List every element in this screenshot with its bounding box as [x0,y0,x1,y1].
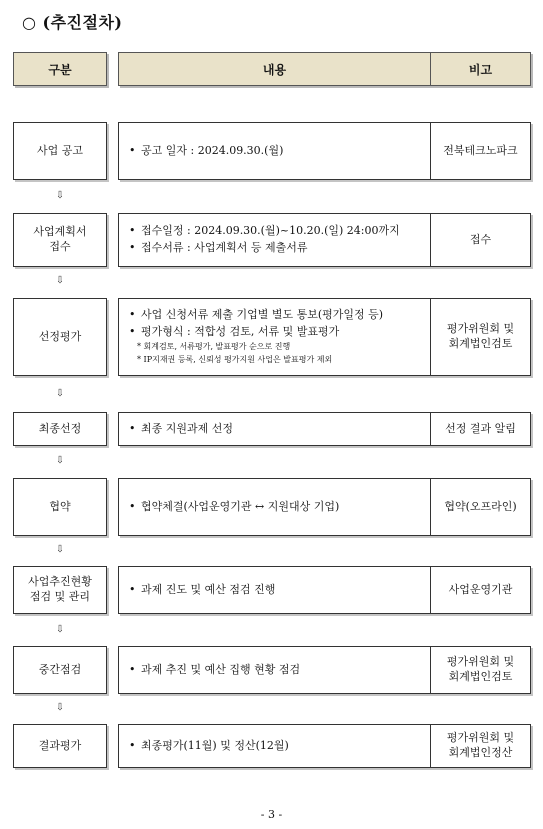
bullet-item [129,663,300,678]
note-label: 접수 [469,232,492,246]
note-box [430,478,531,536]
bullet-dot-icon: • [129,325,136,339]
bullet-text: 과제 진도 및 예산 점검 진행 [141,582,276,596]
bullet-text: 협약체결(사업운영기관 ↔ 지원대상 기업) [141,499,340,513]
bullet-dot-icon: • [129,738,136,752]
bullet-text: 사업 신청서류 제출 기업별 별도 통보(평가일정 등) [141,308,384,322]
bullet-text: 최종평가(11월) 및 정산(12월) [141,738,289,752]
content-box [118,298,431,376]
note-label: 전북테크노파크 [443,143,518,157]
step-box [13,646,107,694]
step-box [13,412,107,446]
content-box [118,478,431,536]
bullet-item [129,500,339,515]
note-box [430,646,531,694]
down-arrow-icon: ⇩ [55,275,65,286]
step-box [13,122,107,180]
note-box [430,122,531,180]
note-label: 사업운영기관 [448,582,513,596]
step-label: 최종선정 [38,421,82,435]
header-content: 내용 [118,52,431,86]
bullet-dot-icon: • [129,143,136,157]
step-label: 중간점검 [38,662,82,676]
note-label: 선정 결과 알림 [445,421,516,435]
bullet-text: 접수서류 : 사업계획서 등 제출서류 [141,241,308,254]
content-box [118,213,431,267]
down-arrow-icon: ⇩ [55,544,65,555]
bullet-item [129,422,233,437]
note-label: 평가위원회 및 회계법인검토 [446,322,515,350]
note-box [430,298,531,376]
note-label: 평가위원회 및 회계법인검토 [446,655,515,683]
note-box [430,566,531,614]
bullet-dot-icon: • [129,421,136,435]
down-arrow-icon: ⇩ [55,388,65,399]
bullet-dot-icon: • [129,308,136,322]
header-note: 비고 [430,52,531,86]
sub-note: * IP지재권 등록, 신뢰성 평가지원 사업은 발표평가 제외 [137,354,333,364]
down-arrow-icon: ⇩ [55,190,65,201]
note-box [430,213,531,267]
content-box [118,724,431,768]
bullet-item [129,224,400,239]
step-box [13,566,107,614]
content-box [118,412,431,446]
note-box [430,412,531,446]
step-label: 선정평가 [38,329,82,343]
step-label: 결과평가 [38,738,82,752]
header-category: 구분 [13,52,107,86]
bullet-item [129,308,383,323]
bullet-item [129,241,400,256]
step-label: 사업 공고 [36,143,83,157]
note-label: 협약(오프라인) [444,499,517,513]
step-label: 사업추진현황 점검 및 관리 [28,575,92,603]
bullet-text: 최종 지원과제 선정 [141,421,234,435]
bullet-item [129,325,383,340]
bullet-text: 과제 추진 및 예산 집행 현황 점검 [141,662,301,676]
note-label: 평가위원회 및 회계법인정산 [446,731,515,759]
bullet-text: 평가형식 : 적합성 검토, 서류 및 발표평가 [141,325,340,339]
content-box [118,646,431,694]
bullet-item [129,583,275,598]
content-box [118,566,431,614]
sub-note: * 회계검토, 서류평가, 발표평가 순으로 진행 [137,342,291,352]
bullet-item [129,144,283,159]
bullet-text: 공고 일자 : 2024.09.30.(월) [141,143,284,157]
page-number: - 3 - [260,808,283,821]
bullet-dot-icon: • [129,224,136,238]
content-box [118,122,431,180]
section-heading: ○ (추진절차) [22,13,123,32]
step-label: 협약 [49,499,71,513]
step-box [13,213,107,267]
bullet-dot-icon: • [129,662,136,676]
bullet-dot-icon: • [129,499,136,513]
step-box [13,298,107,376]
bullet-dot-icon: • [129,582,136,596]
step-box [13,724,107,768]
bullet-text: 접수일정 : 2024.09.30.(월)~10.20.(일) 24:00까지 [141,224,400,238]
note-box [430,724,531,768]
step-box [13,478,107,536]
step-label: 사업계획서 접수 [33,225,87,253]
down-arrow-icon: ⇩ [55,624,65,635]
bullet-dot-icon: • [129,241,136,254]
down-arrow-icon: ⇩ [55,702,65,713]
bullet-item [129,739,289,754]
down-arrow-icon: ⇩ [55,455,65,466]
